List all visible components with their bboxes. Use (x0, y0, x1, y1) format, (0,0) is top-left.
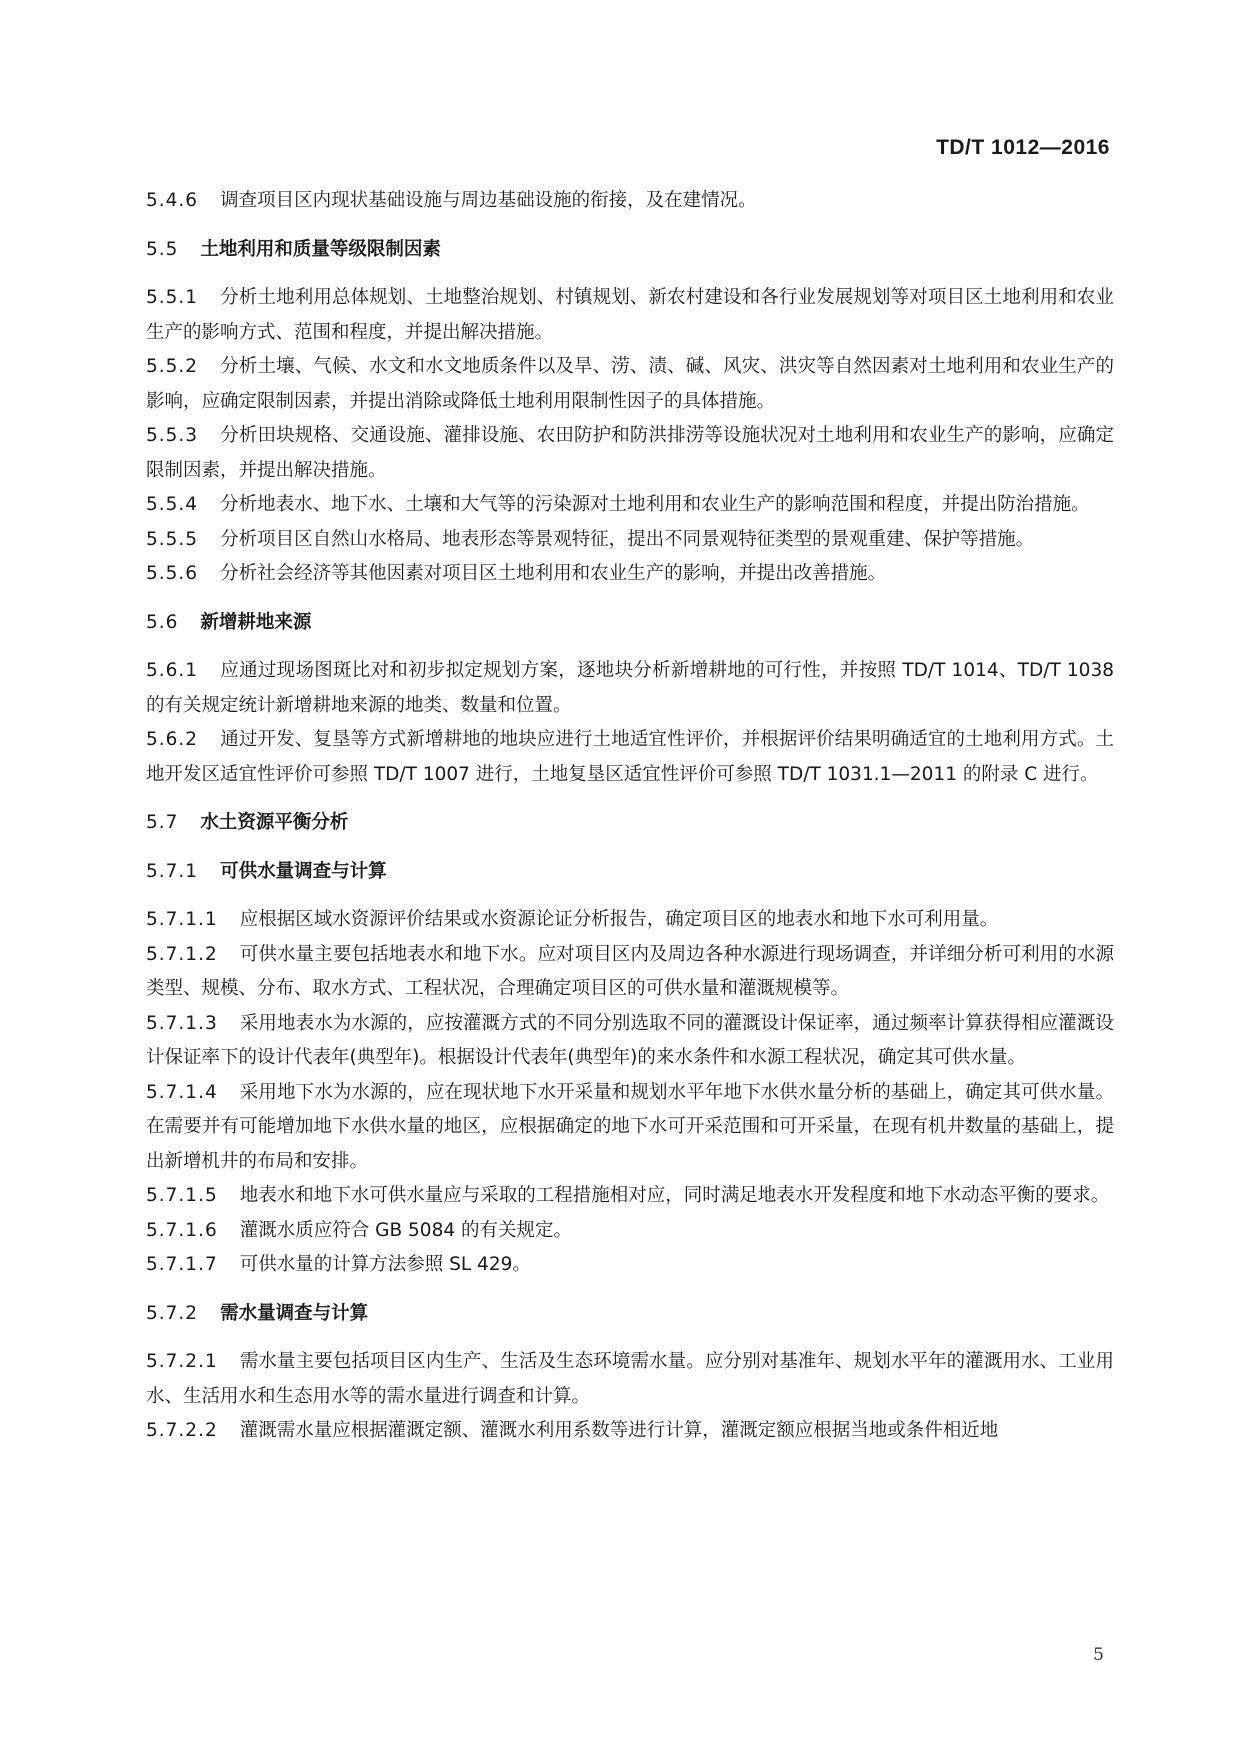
clause-5-5-5 (146, 523, 1114, 558)
clause-number: 5.7.2.1 (146, 1351, 218, 1372)
clause-text: 分析地表水、地下水、土壤和大气等的污染源对土地利用和农业生产的影响范围和程度，并提出防治措施。 (220, 494, 1090, 515)
clause-number: 5.6.1 (146, 660, 199, 681)
section-title: 水土资源平衡分析 (200, 812, 349, 833)
clause-number: 5.5.2 (146, 356, 199, 377)
clause-text: 分析田块规格、交通设施、灌排设施、农田防护和防洪排涝等设施状况对土地利用和农业生产的影响，应确定限制因素，并提出解决措施。 (146, 425, 1114, 481)
clause-text: 调查项目区内现状基础设施与周边基础设施的衔接，及在建情况。 (220, 190, 757, 211)
clause-text: 可供水量主要包括地表水和地下水。应对项目区内及周边各种水源进行现场调查，并详细分析可利用的水源类型、规模、分布、取水方式、工程状况，合理确定项目区的可供水量和灌溉规模等。 (146, 943, 1114, 999)
clause-number: 5.5.3 (146, 425, 199, 446)
clause-number: 5.4.6 (146, 190, 199, 211)
clause-number: 5.7.1.7 (146, 1254, 218, 1275)
section-heading-5-5 (146, 233, 1114, 268)
section-number: 5.7 (146, 812, 179, 833)
section-title: 可供水量调查与计算 (220, 860, 387, 882)
clause-number: 5.5.4 (146, 494, 199, 515)
clause-number: 5.6.2 (146, 729, 199, 750)
clause-5-5-2 (146, 350, 1114, 419)
clause-5-5-6 (146, 557, 1114, 592)
clause-number: 5.5.5 (146, 528, 199, 550)
clause-text: 灌溉需水量应根据灌溉定额、灌溉水利用系数等进行计算，灌溉定额应根据当地或条件相近地 (239, 1420, 999, 1441)
clause-5-7-2-2 (146, 1414, 1114, 1449)
clause-5-7-1-4 (146, 1076, 1114, 1180)
clause-text: 分析项目区自然山水格局、地表形态等景观特征，提出不同景观特征类型的景观重建、保护等措施。 (220, 528, 1035, 550)
clause-text: 需水量主要包括项目区内生产、生活及生态环境需水量。应分别对基准年、规划水平年的灌溉用水、工业用水、生活用水和生态用水等的需水量进行调查和计算。 (146, 1351, 1114, 1407)
clause-number: 5.5.1 (146, 287, 199, 308)
section-heading-5-7-1 (146, 855, 1114, 890)
page-number: 5 (1093, 1645, 1104, 1665)
clause-5-7-1-2 (146, 938, 1114, 1007)
clause-number: 5.7.1.1 (146, 909, 218, 930)
clause-number: 5.7.1.5 (146, 1185, 218, 1206)
clause-5-7-1-1 (146, 903, 1114, 938)
clause-text: 可供水量的计算方法参照 SL 429。 (239, 1254, 531, 1275)
clause-5-7-1-7 (146, 1248, 1114, 1283)
clause-text: 采用地下水为水源的，应在现状地下水开采量和规划水平年地下水供水量分析的基础上，确定其可供水量。在需要并有可能增加地下水供水量的地区，应根据确定的地下水可开采范围和可开采量，在现有机井数量的基础上，提出新增机井的布局和安排。 (146, 1081, 1114, 1172)
clause-5-5-3 (146, 419, 1114, 488)
section-number: 5.7.1 (146, 860, 199, 882)
clause-text: 分析土地利用总体规划、土地整治规划、村镇规划、新农村建设和各行业发展规划等对项目区土地利用和农业生产的影响方式、范围和程度，并提出解决措施。 (146, 287, 1114, 343)
section-heading-5-7 (146, 806, 1114, 841)
clause-5-7-1-6 (146, 1214, 1114, 1249)
section-number: 5.7.2 (146, 1302, 199, 1324)
clause-number: 5.7.1.3 (146, 1012, 218, 1034)
clause-text: 灌溉水质应符合 GB 5084 的有关规定。 (239, 1219, 572, 1241)
clause-5-6-2 (146, 723, 1114, 792)
section-number: 5.5 (146, 238, 179, 260)
clause-5-5-4 (146, 488, 1114, 523)
clause-text: 地表水和地下水可供水量应与采取的工程措施相对应，同时满足地表水开发程度和地下水动态平衡的要求。 (239, 1185, 1110, 1206)
clause-5-7-2-1 (146, 1345, 1114, 1414)
clause-text: 采用地表水为水源的，应按灌溉方式的不同分别选取不同的灌溉设计保证率，通过频率计算获得相应灌溉设计保证率下的设计代表年(典型年)。根据设计代表年(典型年)的来水条件和水源工程状况，确定其可供水量。 (146, 1012, 1114, 1068)
section-heading-5-6 (146, 606, 1114, 641)
clause-5-6-1 (146, 654, 1114, 723)
clause-number: 5.7.1.2 (146, 943, 218, 965)
clause-5-7-1-5 (146, 1179, 1114, 1214)
document-body (146, 184, 1114, 1449)
standard-code-header: TD/T 1012—2016 (936, 136, 1110, 159)
clause-text: 通过开发、复垦等方式新增耕地的地块应进行土地适宜性评价，并根据评价结果明确适宜的土地利用方式。土地开发区适宜性评价可参照 TD/T 1007 进行，土地复垦区适宜性评价可参照 TD/T 1031.1—2011 的附录 C 进行。 (146, 729, 1114, 785)
section-heading-5-7-2 (146, 1297, 1114, 1332)
clause-5-5-1 (146, 281, 1114, 350)
clause-text: 应根据区域水资源评价结果或水资源论证分析报告，确定项目区的地表水和地下水可利用量。 (239, 909, 999, 930)
clause-number: 5.7.1.4 (146, 1081, 218, 1103)
section-title: 需水量调查与计算 (220, 1302, 369, 1324)
section-title: 土地利用和质量等级限制因素 (200, 238, 441, 260)
clause-5-7-1-3 (146, 1007, 1114, 1076)
clause-text: 应通过现场图斑比对和初步拟定规划方案，逐地块分析新增耕地的可行性，并按照 TD/T 1014、TD/T 1038 的有关规定统计新增耕地来源的地类、数量和位置。 (146, 660, 1114, 716)
clause-number: 5.7.1.6 (146, 1219, 218, 1241)
clause-5-4-6 (146, 184, 1114, 219)
clause-text: 分析土壤、气候、水文和水文地质条件以及旱、涝、渍、碱、风灾、洪灾等自然因素对土地利用和农业生产的影响，应确定限制因素，并提出消除或降低土地利用限制性因子的具体措施。 (146, 356, 1114, 412)
clause-number: 5.7.2.2 (146, 1420, 218, 1441)
section-number: 5.6 (146, 611, 179, 633)
section-title: 新增耕地来源 (200, 611, 312, 633)
clause-number: 5.5.6 (146, 563, 199, 584)
clause-text: 分析社会经济等其他因素对项目区土地利用和农业生产的影响，并提出改善措施。 (220, 563, 887, 584)
